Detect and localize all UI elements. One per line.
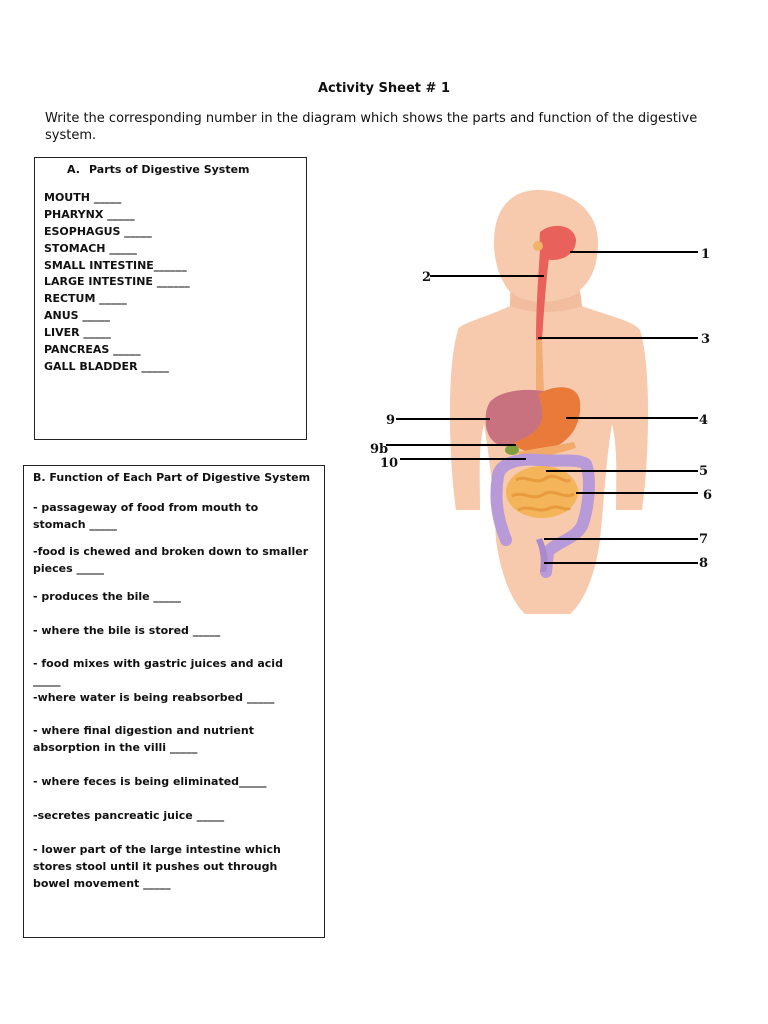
label-7: 7 (699, 532, 709, 547)
function-item[interactable]: - where the bile is stored _____ (33, 624, 221, 637)
part-item[interactable]: GALL BLADDER _____ (44, 359, 169, 373)
part-item[interactable]: STOMACH _____ (44, 241, 137, 255)
label-2: 2 (422, 270, 432, 285)
label-5: 5 (699, 464, 709, 479)
gall-bladder (505, 445, 519, 455)
function-item[interactable]: -secretes pancreatic juice _____ (33, 809, 225, 822)
parts-box (34, 157, 307, 440)
section-letter: A. (67, 163, 80, 176)
part-item[interactable]: ANUS _____ (44, 309, 110, 323)
function-item[interactable]: - produces the bile _____ (33, 590, 181, 603)
parts-list (44, 190, 190, 376)
label-3: 3 (701, 332, 711, 347)
function-item[interactable]: -food is chewed and broken down to smaller pieces _____ (33, 545, 309, 575)
page-title: Activity Sheet # 1 (317, 81, 451, 96)
part-item[interactable]: RECTUM _____ (44, 292, 127, 306)
functions-heading: B. Function of Each Part of Digestive System (33, 471, 311, 484)
part-item[interactable]: PHARYNX _____ (44, 207, 135, 221)
label-1: 1 (701, 247, 711, 262)
instructions-text: Write the corresponding number in the diagram which shows the parts and function of the digestive system. (45, 111, 698, 143)
function-item[interactable]: - food mixes with gastric juices and acid _____ (33, 657, 283, 687)
part-item[interactable]: LARGE INTESTINE ______ (44, 275, 190, 289)
small-intestine (506, 466, 578, 518)
digestive-system-diagram (360, 180, 760, 620)
function-item[interactable]: -where water is being reabsorbed _____ (33, 691, 275, 704)
function-item[interactable]: - passageway of food from mouth to stomach _____ (33, 501, 259, 531)
label-8: 8 (699, 556, 709, 571)
label-9: 9 (386, 413, 396, 428)
part-item[interactable]: PANCREAS _____ (44, 343, 141, 357)
label-4: 4 (699, 413, 709, 428)
label-10: 10 (380, 456, 399, 471)
part-item[interactable]: ESOPHAGUS _____ (44, 224, 152, 238)
part-item[interactable]: MOUTH _____ (44, 191, 122, 204)
label-6: 6 (703, 488, 713, 503)
part-item[interactable]: LIVER _____ (44, 326, 111, 340)
functions-box (23, 465, 325, 938)
function-item[interactable]: - where feces is being eliminated_____ (33, 775, 267, 788)
section-title: Parts of Digestive System (89, 163, 250, 176)
parts-heading (67, 163, 250, 176)
part-item[interactable]: SMALL INTESTINE______ (44, 258, 187, 272)
function-item[interactable]: - lower part of the large intestine which stores stool until it pushes out through bowel movement _____ (33, 843, 281, 890)
function-item[interactable]: - where final digestion and nutrient absorption in the villi _____ (33, 724, 254, 754)
label-9b: 9b (370, 442, 389, 457)
salivary-gland (533, 241, 543, 251)
